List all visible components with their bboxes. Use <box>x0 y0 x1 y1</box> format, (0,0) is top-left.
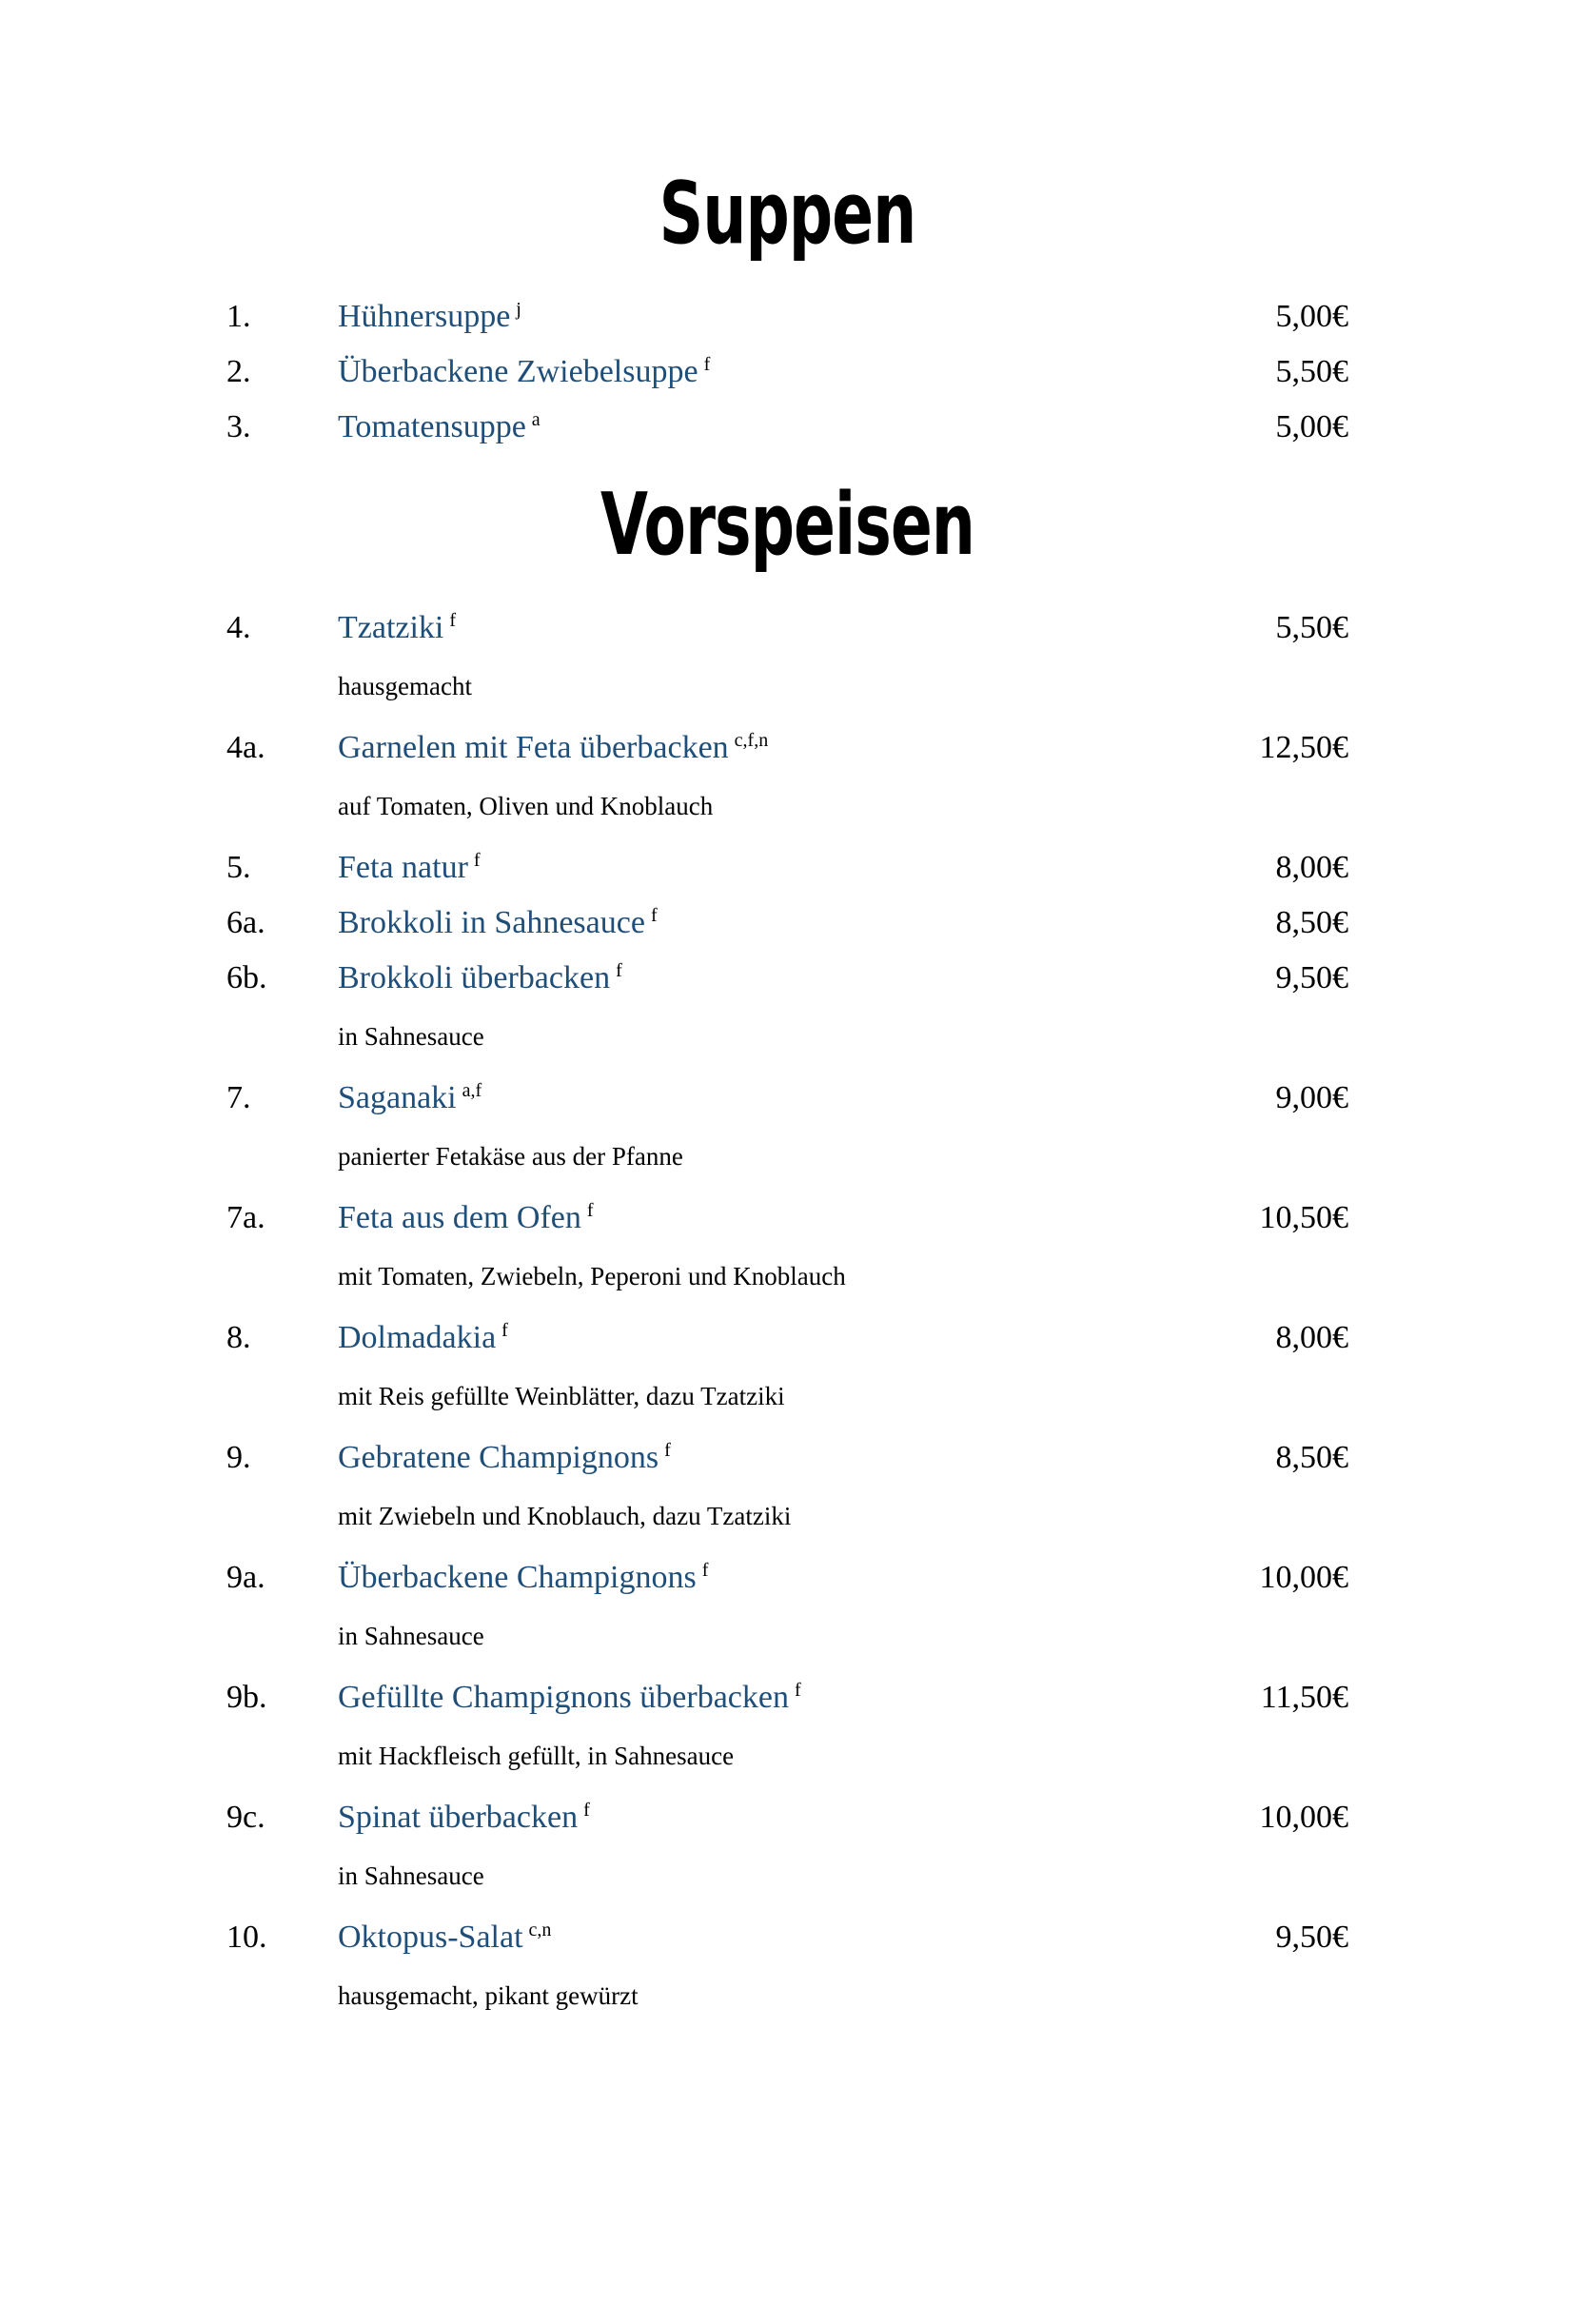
menu-item <box>226 1557 1348 1650</box>
item-name-wrap <box>338 1557 1260 1599</box>
menu-item-line <box>226 727 1348 769</box>
menu-item-line <box>226 1197 1348 1239</box>
item-name-wrap <box>338 1317 1276 1359</box>
menu-item <box>226 1917 1348 2010</box>
item-number: 1. <box>226 299 251 335</box>
item-name: Oktopus-Salat <box>338 1920 523 1956</box>
item-name-wrap <box>338 607 1276 649</box>
item-name-wrap <box>338 727 1260 769</box>
item-description: in Sahnesauce <box>338 1022 484 1052</box>
menu-section <box>226 162 1348 448</box>
menu-section <box>226 473 1348 2010</box>
item-price: 8,00€ <box>1275 850 1348 886</box>
allergen-superscript: c,f,n <box>734 730 769 752</box>
item-name-wrap <box>338 1077 1276 1119</box>
item-name: Saganaki <box>338 1080 457 1116</box>
item-price: 9,50€ <box>1275 1920 1348 1956</box>
item-name-wrap <box>338 847 1276 889</box>
item-name: Gefüllte Champignons überbacken <box>338 1680 789 1716</box>
item-name: Gebratene Champignons <box>338 1440 659 1476</box>
menu-item <box>226 957 1348 1051</box>
item-number: 9. <box>226 1440 251 1476</box>
item-name: Spinat überbacken <box>338 1800 579 1836</box>
menu-item-line <box>226 1797 1348 1839</box>
item-price: 10,00€ <box>1259 1560 1348 1596</box>
item-name-wrap <box>338 902 1276 944</box>
allergen-superscript: f <box>449 610 457 632</box>
section-items <box>226 607 1348 2010</box>
allergen-superscript: f <box>501 1320 508 1342</box>
item-name-wrap <box>338 1917 1276 1959</box>
item-description: panierter Fetakäse aus der Pfanne <box>338 1142 683 1172</box>
menu-item-line <box>226 1437 1348 1479</box>
item-description: mit Zwiebeln und Knoblauch, dazu Tzatziki <box>338 1502 792 1531</box>
menu-item-line <box>226 1677 1348 1719</box>
menu-item <box>226 1077 1348 1171</box>
item-name: Tomatensuppe <box>338 409 526 445</box>
item-price: 5,50€ <box>1275 610 1348 646</box>
item-number: 4. <box>226 610 251 646</box>
menu-item-line <box>226 902 1348 944</box>
section-items <box>226 296 1348 448</box>
item-name-wrap <box>338 296 1276 338</box>
item-price: 10,00€ <box>1259 1800 1348 1836</box>
menu-item-line <box>226 847 1348 889</box>
item-number: 9a. <box>226 1560 265 1596</box>
item-price: 8,50€ <box>1275 905 1348 941</box>
allergen-superscript: f <box>473 850 481 872</box>
item-number: 2. <box>226 354 251 390</box>
item-name: Brokkoli in Sahnesauce <box>338 905 645 941</box>
menu-item <box>226 1797 1348 1890</box>
allergen-superscript: f <box>701 1560 709 1582</box>
menu-item-line <box>226 1557 1348 1599</box>
menu-item <box>226 1677 1348 1770</box>
item-price: 12,50€ <box>1259 730 1348 766</box>
item-name: Überbackene Champignons <box>338 1560 697 1596</box>
menu-item-line <box>226 351 1348 393</box>
item-name: Feta natur <box>338 850 468 886</box>
menu-item-line <box>226 1917 1348 1959</box>
item-number: 8. <box>226 1320 251 1356</box>
menu-item <box>226 607 1348 700</box>
allergen-superscript: f <box>586 1200 594 1222</box>
item-description: in Sahnesauce <box>338 1622 484 1651</box>
menu-item <box>226 902 1348 944</box>
allergen-superscript: f <box>650 905 658 927</box>
menu-item <box>226 727 1348 820</box>
item-name: Dolmadakia <box>338 1320 497 1356</box>
item-description: mit Tomaten, Zwiebeln, Peperoni und Knoblauch <box>338 1262 846 1291</box>
allergen-superscript: f <box>583 1800 590 1822</box>
menu-sections <box>226 162 1348 2010</box>
allergen-superscript: c,n <box>528 1920 552 1941</box>
item-name-wrap <box>338 1797 1260 1839</box>
menu-item <box>226 1197 1348 1290</box>
item-price: 8,50€ <box>1275 1440 1348 1476</box>
item-price: 9,50€ <box>1275 960 1348 996</box>
section-title: Vorspeisen <box>600 474 975 575</box>
item-number: 9c. <box>226 1800 265 1836</box>
item-price: 9,00€ <box>1275 1080 1348 1116</box>
item-description: mit Hackfleisch gefüllt, in Sahnesauce <box>338 1742 735 1771</box>
menu-item <box>226 847 1348 889</box>
menu-item-line <box>226 957 1348 999</box>
item-price: 11,50€ <box>1260 1680 1348 1716</box>
menu-item <box>226 296 1348 338</box>
allergen-superscript: f <box>616 960 622 982</box>
item-number: 9b. <box>226 1680 267 1716</box>
item-number: 6a. <box>226 905 265 941</box>
item-price: 5,00€ <box>1275 299 1348 335</box>
item-description: auf Tomaten, Oliven und Knoblauch <box>338 792 714 821</box>
item-name: Garnelen mit Feta überbacken <box>338 730 729 766</box>
item-description: hausgemacht <box>338 672 472 701</box>
item-name-wrap <box>338 406 1276 448</box>
menu-item <box>226 1437 1348 1530</box>
item-name-wrap <box>338 351 1276 393</box>
item-number: 3. <box>226 409 251 445</box>
menu-item-line <box>226 296 1348 338</box>
menu-item <box>226 1317 1348 1410</box>
item-description: hausgemacht, pikant gewürzt <box>338 1981 639 2011</box>
item-name-wrap <box>338 1677 1261 1719</box>
allergen-superscript: a <box>531 408 541 430</box>
menu-item-line <box>226 1077 1348 1119</box>
allergen-superscript: j <box>516 298 521 320</box>
section-title: Suppen <box>659 163 916 264</box>
menu-item-line <box>226 607 1348 649</box>
allergen-superscript: f <box>664 1440 671 1462</box>
item-name: Hühnersuppe <box>338 299 511 335</box>
item-description: mit Reis gefüllte Weinblätter, dazu Tzatziki <box>338 1382 785 1411</box>
item-name: Tzatziki <box>338 610 444 646</box>
item-name: Feta aus dem Ofen <box>338 1200 581 1236</box>
item-number: 5. <box>226 850 251 886</box>
item-name: Brokkoli überbacken <box>338 960 611 996</box>
item-number: 6b. <box>226 960 267 996</box>
item-name-wrap <box>338 1437 1276 1479</box>
menu-item-line <box>226 406 1348 448</box>
item-price: 8,00€ <box>1275 1320 1348 1356</box>
item-price: 5,00€ <box>1275 409 1348 445</box>
item-number: 7a. <box>226 1200 265 1236</box>
item-number: 10. <box>226 1920 267 1956</box>
item-number: 4a. <box>226 730 265 766</box>
item-number: 7. <box>226 1080 251 1116</box>
item-description: in Sahnesauce <box>338 1861 484 1891</box>
item-name: Überbackene Zwiebelsuppe <box>338 354 698 390</box>
item-price: 10,50€ <box>1259 1200 1348 1236</box>
item-name-wrap <box>338 1197 1260 1239</box>
item-price: 5,50€ <box>1275 354 1348 390</box>
menu-item <box>226 351 1348 393</box>
menu-item <box>226 406 1348 448</box>
menu-item-line <box>226 1317 1348 1359</box>
allergen-superscript: f <box>794 1680 801 1702</box>
item-name-wrap <box>338 957 1276 999</box>
allergen-superscript: a,f <box>462 1080 482 1102</box>
allergen-superscript: f <box>703 353 711 375</box>
